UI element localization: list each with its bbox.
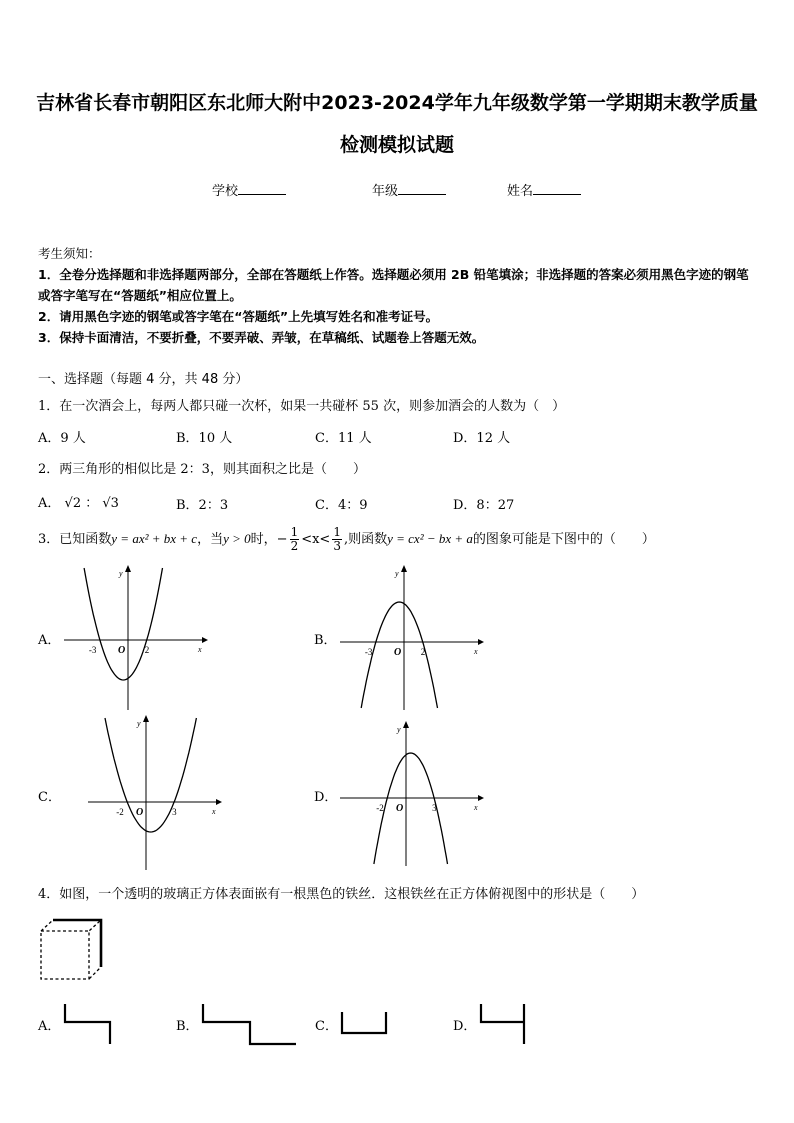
q3-label-a: A． <box>38 633 61 648</box>
q2-option-a-sep: ： <box>85 496 99 511</box>
origin-label: O <box>136 807 144 818</box>
name-field <box>507 180 581 199</box>
notice-block <box>38 243 758 348</box>
q1-option-d: D．12 人 <box>453 431 511 446</box>
q4-label-c: C． <box>315 1019 338 1034</box>
root-label-1: -2 <box>116 807 124 817</box>
section-heading: 一、选择题（每题 4 分，共 48 分） <box>38 372 249 387</box>
grade-blank <box>398 182 446 195</box>
q4-label-b: B． <box>176 1019 199 1034</box>
x-axis-label: x <box>474 647 478 656</box>
y-axis-arrow <box>401 565 407 572</box>
notice-item-3: 3．保持卡面清洁，不要折叠，不要弄破、弄皱，在草稿纸、试题卷上答题无效。 <box>38 330 485 345</box>
q3-then: ,则函数 <box>343 532 388 547</box>
root-label-2: 3 <box>432 803 437 813</box>
q3-frac2 <box>332 526 342 553</box>
q2-option-a-right: √3 <box>102 496 119 511</box>
origin-label: O <box>394 647 402 658</box>
grade-label: 年级 <box>372 184 399 199</box>
x-axis-arrow <box>216 799 222 805</box>
q4-option-a-shape <box>60 1000 120 1050</box>
y-axis-label: y <box>119 569 123 578</box>
q3-label-b: B． <box>314 633 337 648</box>
root-label-1: -3 <box>88 645 97 655</box>
q3-graph-b <box>336 562 486 712</box>
q3-func1: y = ax² + bx + c <box>111 531 198 546</box>
q4-option-b-shape <box>198 1000 302 1050</box>
q3-frac1-num: 1 <box>290 525 299 539</box>
root-label-1: -3 <box>364 647 373 657</box>
root-label-1: -2 <box>376 803 384 813</box>
y-axis-label: y <box>397 725 401 734</box>
notice-item-1: 1．全卷分选择题和非选择题两部分，全部在答题纸上作答。选择题必须用 2B 铅笔填涂；非选择题的答案必须用黑色字迹的钢笔或答字笔写在“答题纸”相应位置上。 <box>38 267 749 303</box>
q3-cond-y: y > 0 <box>223 531 251 546</box>
school-label: 学校 <box>212 184 239 199</box>
root-label-2: 2 <box>420 647 426 657</box>
q3-lt-x-lt: <x< <box>301 532 331 547</box>
q3-label-d: D． <box>314 790 338 805</box>
q2-option-d: D．8：27 <box>453 498 515 513</box>
q4-option-d-shape <box>476 1000 534 1048</box>
q3-frac2-num: 1 <box>333 525 341 539</box>
q3-minus: − <box>276 532 288 547</box>
q2-option-b: B．2：3 <box>176 498 229 513</box>
q3-frac1 <box>290 526 300 553</box>
q3-graph-a <box>60 562 210 712</box>
q3-cond1: ，当 <box>197 532 224 547</box>
x-axis-arrow <box>478 639 484 645</box>
q4-stem: 4．如图，一个透明的玻璃正方体表面嵌有一根黑色的铁丝．这根铁丝在正方体俯视图中的形状是（ ） <box>38 887 645 902</box>
x-axis-arrow <box>478 795 484 801</box>
x-axis-label: x <box>212 807 216 816</box>
x-axis-label: x <box>474 803 478 812</box>
q3-cond2: 时， <box>250 532 277 547</box>
q3-graph-c <box>84 712 224 872</box>
origin-label: O <box>118 645 126 656</box>
root-label-2: 3 <box>172 807 177 817</box>
parabola-curve <box>374 753 448 864</box>
q4-cube-figure <box>36 915 106 985</box>
x-axis-arrow <box>202 637 208 643</box>
y-axis-label: y <box>137 719 141 728</box>
name-blank <box>533 182 581 195</box>
name-label: 姓名 <box>507 184 534 199</box>
school-field <box>212 180 286 199</box>
q4-option-c-shape <box>336 1008 394 1038</box>
y-axis-arrow <box>125 565 131 572</box>
q3-frac1-den: 2 <box>290 539 299 553</box>
q1-option-b: B．10 人 <box>176 431 233 446</box>
q3-frac2-den: 3 <box>333 539 341 553</box>
q1-option-c: C．11 人 <box>315 431 372 446</box>
origin-label: O <box>396 803 404 814</box>
q1-option-a: A．9 人 <box>38 431 86 446</box>
school-blank <box>238 182 286 195</box>
page-title-line2: 检测模拟试题 <box>339 134 454 156</box>
q3-stem <box>38 526 655 553</box>
q2-stem: 2．两三角形的相似比是 2：3，则其面积之比是（ ） <box>38 462 366 477</box>
q1-stem: 1．在一次酒会上，每两人都只碰一次杯，如果一共碰杯 55 次，则参加酒会的人数为（ ） <box>38 399 566 414</box>
q3-prefix: 3．已知函数 <box>38 532 112 547</box>
q3-graph-d <box>336 718 486 868</box>
y-axis-arrow <box>143 715 149 722</box>
page-title-line1: 吉林省长春市朝阳区东北师大附中2023-2024学年九年级数学第一学期期末教学质量 <box>36 92 758 114</box>
y-axis-label: y <box>395 569 399 578</box>
q2-option-a-label: A． <box>38 496 61 511</box>
q2-option-c: C．4：9 <box>315 498 368 513</box>
root-label-2: 2 <box>144 645 150 655</box>
q4-label-d: D． <box>453 1019 477 1034</box>
q3-label-c: C． <box>38 790 61 805</box>
grade-field <box>372 180 446 199</box>
q3-suffix: 的图象可能是下图中的（ ） <box>472 532 655 547</box>
q3-func2: y = cx² − bx + a <box>387 531 473 546</box>
q2-option-a-left: √2 <box>64 496 82 511</box>
x-axis-label: x <box>198 645 202 654</box>
notice-heading: 考生须知： <box>38 246 101 261</box>
notice-item-2: 2．请用黑色字迹的钢笔或答字笔在“答题纸”上先填写姓名和准考证号。 <box>38 309 439 324</box>
parabola-curve <box>84 568 162 680</box>
q4-label-a: A． <box>38 1019 61 1034</box>
q2-option-a <box>38 492 119 511</box>
y-axis-arrow <box>403 721 409 728</box>
